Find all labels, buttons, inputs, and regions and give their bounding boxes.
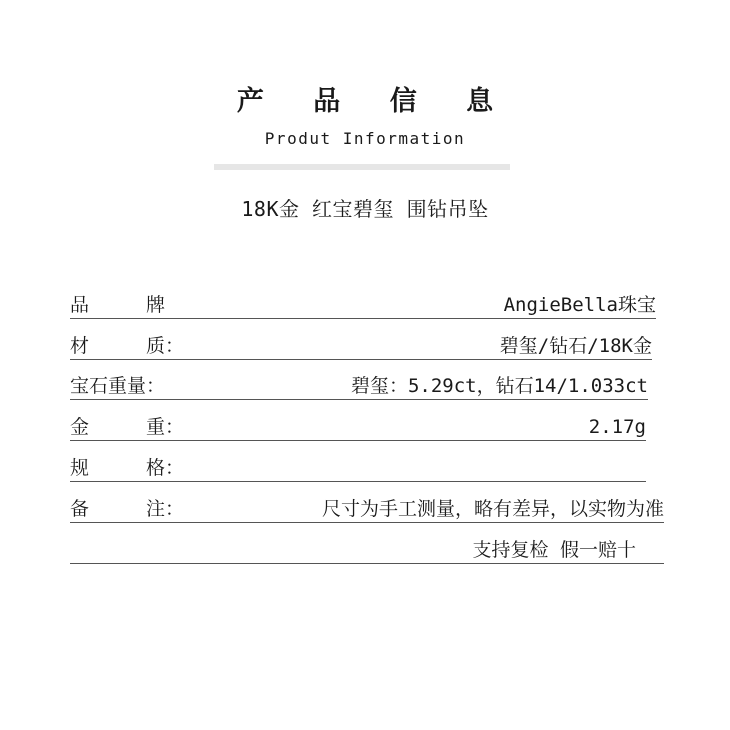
spec-label-gold-weight-char2: 重：	[146, 416, 185, 438]
spec-row-gold-weight	[70, 414, 646, 441]
spec-label-material	[70, 333, 184, 359]
spec-label-material-char2: 质：	[146, 335, 185, 357]
spec-row-brand	[70, 292, 656, 319]
spec-label-gem-weight: 宝石重量：	[70, 375, 166, 397]
spec-label-brand-char1: 品	[70, 294, 90, 316]
spec-value-material: 碧玺/钻石/18K金	[499, 335, 652, 357]
spec-value-brand: AngieBella珠宝	[503, 294, 656, 316]
spec-label-notes	[70, 496, 184, 522]
spec-row-notes	[70, 496, 664, 523]
page-title: 产 品 信 息	[236, 86, 514, 117]
spec-label-size	[70, 455, 184, 481]
spec-label-notes-char2: 注：	[146, 498, 185, 520]
page-subtitle: Produt Information	[264, 129, 466, 148]
product-name: 18K金 红宝碧玺 围钻吊坠	[241, 197, 489, 221]
spec-label-gold-weight	[70, 414, 184, 440]
spec-label-gold-weight-char1: 金	[70, 416, 90, 438]
spec-row-size	[70, 455, 646, 482]
title-divider-bar	[214, 164, 510, 170]
spec-label-size-char2: 格：	[146, 457, 185, 479]
spec-row-notes-continued	[70, 537, 664, 564]
spec-value-gold-weight: 2.17g	[588, 416, 646, 438]
spec-row-material	[70, 333, 652, 360]
spec-label-material-char1: 材	[70, 335, 90, 357]
spec-label-brand	[70, 292, 165, 318]
spec-value-notes: 尺寸为手工测量，略有差异，以实物为准	[321, 498, 664, 520]
spec-label-size-char1: 规	[70, 457, 90, 479]
spec-row-gem-weight	[70, 373, 648, 400]
spec-label-brand-char2: 牌	[146, 294, 166, 316]
spec-value-notes-line2: 支持复检 假一赔十	[472, 539, 636, 561]
spec-value-gem-weight: 碧玺：5.29ct，钻石14/1.033ct	[350, 375, 648, 397]
spec-label-notes-char1: 备	[70, 498, 90, 520]
